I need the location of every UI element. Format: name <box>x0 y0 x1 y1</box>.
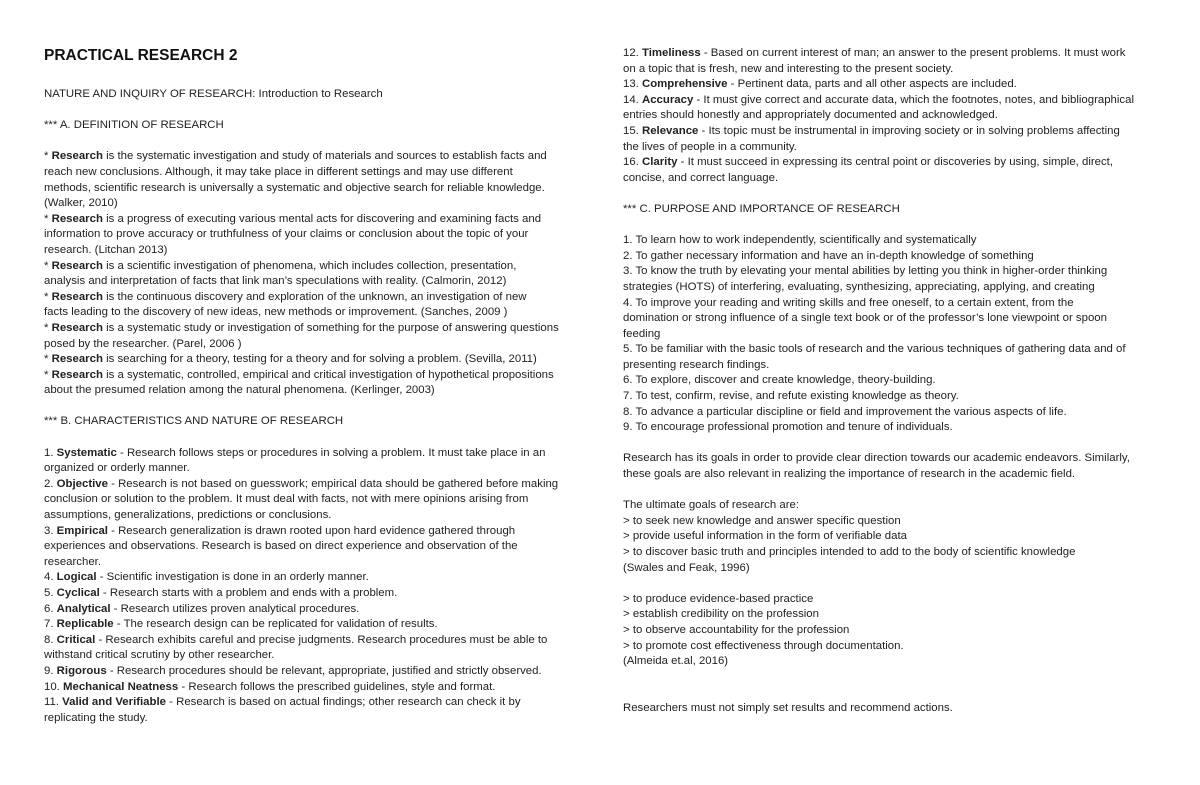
text-line: concise, and correct language. <box>623 171 779 184</box>
text-line: * Research is the continuous discovery and exploration of the unknown, an investigation of new <box>44 290 527 303</box>
definition-item <box>44 352 566 368</box>
term-label: Research <box>51 212 103 225</box>
text-line: strategies (HOTS) of interfering, evaluating, synthesizing, appreciating, applying, and creating <box>623 280 1095 293</box>
purpose-item <box>623 264 1153 295</box>
characteristic-item <box>44 664 566 680</box>
text-line: 4. Logical - Scientific investigation is done in an orderly manner. <box>44 571 369 584</box>
characteristic-item <box>623 124 1153 155</box>
term-label: Valid and Verifiable <box>62 696 166 709</box>
characteristic-item <box>623 77 1153 93</box>
spacer <box>44 399 566 415</box>
text-line: 3. Empirical - Research generalization is drawn rooted upon hard evidence gathered through <box>44 524 516 537</box>
section-a-heading: *** A. DEFINITION OF RESEARCH <box>44 119 224 132</box>
term-label: Accuracy <box>642 93 694 106</box>
text-line: 5. Cyclical - Research starts with a problem and ends with a problem. <box>44 587 398 599</box>
term-label: Logical <box>56 571 97 584</box>
definition-item <box>44 259 566 290</box>
purpose-item <box>623 373 1153 389</box>
term-label: Analytical <box>56 602 111 615</box>
purpose-item <box>623 420 1153 436</box>
document-subtitle: NATURE AND INQUIRY OF RESEARCH: Introduction to Research <box>44 88 383 100</box>
text-line: 11. Valid and Verifiable - Research is based on actual findings; other research can check it by <box>44 696 521 709</box>
definition-item <box>44 212 566 259</box>
characteristic-item <box>44 695 566 726</box>
text-line: about the presumed relation among the natural phenomena. (Kerlinger, 2003) <box>44 384 435 397</box>
text-line: conclusion or solution to the problem. It must deal with facts, not with mere opinions arising from <box>44 493 529 506</box>
text-line: 5. To be familiar with the basic tools of research and the various techniques of gathering data and of <box>623 343 1126 356</box>
text-line: domination or strong influence of a single text book or of the professor’s lone viewpoint or spoon <box>623 312 1107 325</box>
term-label: Relevance <box>642 124 699 137</box>
spacer <box>623 685 1153 701</box>
text-line: reach new conclusions. Although, it may take place in different settings and may use different <box>44 165 513 178</box>
text-line: 9. Rigorous - Research procedures should be relevant, appropriate, justified and strictly observed. <box>44 664 542 677</box>
text-line: entries should honestly and appropriately documented and acknowledged. <box>623 109 998 122</box>
characteristic-item <box>623 46 1153 77</box>
text-line: on a topic that is fresh, new and interesting to the present society. <box>623 62 954 75</box>
text-line: posed by the researcher. (Parel, 2006 ) <box>44 337 242 350</box>
characteristic-item <box>44 524 566 571</box>
goal-item: > establish credibility on the profession <box>623 608 819 621</box>
characteristic-item <box>44 602 566 618</box>
term-label: Timeliness <box>642 47 701 59</box>
goal-item: (Almeida et.al, 2016) <box>623 655 729 668</box>
text-line: 4. To improve your reading and writing skills and free oneself, to a certain extent, from the <box>623 296 1074 309</box>
term-label: Critical <box>56 633 96 646</box>
term-label: Research <box>51 321 103 334</box>
term-label: Comprehensive <box>642 78 728 91</box>
goals-paragraph: these goals are also relevant in realizing the importance of research in the academic field. <box>623 468 1076 481</box>
goal-item: > to discover basic truth and principles intended to add to the body of scientific knowledge <box>623 546 1076 558</box>
goal-item: > to observe accountability for the profession <box>623 623 850 636</box>
spacer <box>623 576 1153 592</box>
purpose-item <box>623 296 1153 343</box>
text-line: (Walker, 2010) <box>44 197 118 210</box>
text-line: * Research is a systematic, controlled, empirical and critical investigation of hypothetical propositions <box>44 368 554 381</box>
purpose-item <box>623 389 1153 405</box>
section-b-heading: *** B. CHARACTERISTICS AND NATURE OF RESEARCH <box>44 415 344 428</box>
spacer <box>623 218 1153 234</box>
text-line: research. (Litchan 2013) <box>44 243 168 256</box>
text-line: * Research is the systematic investigation and study of materials and sources to establish facts and <box>44 150 547 163</box>
characteristic-item <box>623 155 1153 186</box>
right-column <box>623 46 1153 717</box>
text-line: replicating the study. <box>44 711 148 724</box>
text-line: 2. To gather necessary information and have an in-depth knowledge of something <box>623 249 1034 262</box>
term-label: Cyclical <box>56 587 100 599</box>
document-title: PRACTICAL RESEARCH 2 <box>44 47 238 64</box>
term-label: Empirical <box>56 524 108 537</box>
text-line: 1. Systematic - Research follows steps or procedures in solving a problem. It must take place in an <box>44 446 546 459</box>
text-line: 14. Accuracy - It must give correct and accurate data, which the footnotes, notes, and bibliographical <box>623 93 1134 106</box>
spacer <box>44 134 566 150</box>
text-line: 6. To explore, discover and create knowledge, theory-building. <box>623 374 936 387</box>
characteristic-item <box>44 680 566 696</box>
purpose-item <box>623 342 1153 373</box>
spacer <box>623 186 1153 202</box>
text-line: * Research is a scientific investigation of phenomena, which includes collection, presentation, <box>44 259 517 272</box>
spacer <box>623 670 1153 686</box>
goal-item: > to promote cost effectiveness through documentation. <box>623 639 904 652</box>
text-line: analysis and interpretation of facts that link man’s speculations with reality. (Calmorin, 2012) <box>44 275 507 288</box>
goal-item: (Swales and Feak, 1996) <box>623 561 750 574</box>
purpose-item <box>623 249 1153 265</box>
term-label: Objective <box>56 477 108 490</box>
term-label: Systematic <box>56 446 117 459</box>
goals-intro: The ultimate goals of research are: <box>623 499 800 512</box>
text-line: 8. Critical - Research exhibits careful and precise judgments. Research procedures must be able to <box>44 633 548 646</box>
goal-item: > to produce evidence-based practice <box>623 592 814 605</box>
characteristic-item <box>44 617 566 633</box>
definition-item <box>44 321 566 352</box>
text-line: methods, scientific research is universally a systematic and objective search for reliable knowledge. <box>44 181 545 194</box>
definition-item <box>44 368 566 399</box>
text-line: facts leading to the discovery of new ideas, new methods or improvement. (Sanches, 2009 ) <box>44 306 508 319</box>
closing-statement: Researchers must not simply set results and recommend actions. <box>623 701 953 714</box>
term-label: Research <box>51 353 103 366</box>
term-label: Mechanical Neatness <box>63 680 179 693</box>
term-label: Research <box>51 290 103 303</box>
text-line: 2. Objective - Research is not based on guesswork; empirical data should be gathered before making <box>44 477 559 490</box>
definition-item <box>44 149 566 211</box>
text-line: 15. Relevance - Its topic must be instrumental in improving society or in solving problems affecting <box>623 124 1120 137</box>
text-line: 6. Analytical - Research utilizes proven analytical procedures. <box>44 602 360 615</box>
text-line: * Research is a progress of executing various mental acts for discovering and examining facts and <box>44 212 542 225</box>
term-label: Replicable <box>56 618 114 631</box>
text-line: * Research is a systematic study or investigation of something for the purpose of answering questions <box>44 321 559 334</box>
purpose-item <box>623 405 1153 421</box>
term-label: Research <box>51 150 103 163</box>
text-line: 1. To learn how to work independently, scientifically and systematically <box>623 234 977 247</box>
section-c-heading: *** C. PURPOSE AND IMPORTANCE OF RESEARCH <box>623 202 900 215</box>
term-label: Clarity <box>642 156 678 169</box>
spacer <box>44 430 566 446</box>
text-line: 8. To advance a particular discipline or field and improvement the various aspects of life. <box>623 405 1067 418</box>
characteristic-item <box>44 446 566 477</box>
purpose-item <box>623 233 1153 249</box>
definition-item <box>44 290 566 321</box>
goal-item: > provide useful information in the form of verifiable data <box>623 530 907 543</box>
text-line: 3. To know the truth by elevating your mental abilities by letting you think in higher-order thinking <box>623 265 1108 278</box>
left-column <box>44 87 566 726</box>
text-line: withstand critical scrutiny by other researcher. <box>44 649 275 662</box>
term-label: Research <box>51 259 103 272</box>
characteristic-item <box>44 586 566 602</box>
goals-paragraph: Research has its goals in order to provide clear direction towards our academic endeavors. Similarly, <box>623 452 1130 465</box>
text-line: presenting research findings. <box>623 358 770 371</box>
term-label: Research <box>51 368 103 381</box>
text-line: 16. Clarity - It must succeed in expressing its central point or discoveries by using, simple, direct, <box>623 156 1114 169</box>
text-line: * Research is searching for a theory, testing for a theory and for solving a problem. (Sevilla, 2011) <box>44 353 537 366</box>
text-line: experiences and observations. Research is based on direct experience and observation of the <box>44 540 518 553</box>
text-line: 7. To test, confirm, revise, and refute existing knowledge as theory. <box>623 390 959 403</box>
characteristic-item <box>44 570 566 586</box>
text-line: information to prove accuracy or truthfulness of your claims or conclusion about the topic of your <box>44 228 529 241</box>
text-line: the lives of people in a community. <box>623 140 797 153</box>
characteristic-item <box>623 93 1153 124</box>
text-line: researcher. <box>44 555 101 568</box>
characteristic-item <box>44 477 566 524</box>
goal-item: > to seek new knowledge and answer specific question <box>623 514 901 527</box>
spacer <box>623 483 1153 499</box>
text-line: 7. Replicable - The research design can be replicated for validation of results. <box>44 618 438 631</box>
text-line: 13. Comprehensive - Pertinent data, parts and all other aspects are included. <box>623 78 1017 91</box>
term-label: Rigorous <box>56 664 107 677</box>
spacer <box>623 436 1153 452</box>
text-line: 10. Mechanical Neatness - Research follows the prescribed guidelines, style and format. <box>44 680 496 693</box>
characteristic-item <box>44 633 566 664</box>
text-line: feeding <box>623 327 661 340</box>
text-line: 9. To encourage professional promotion and tenure of individuals. <box>623 421 953 434</box>
text-line: organized or orderly manner. <box>44 462 190 475</box>
text-line: 12. Timeliness - Based on current interest of man; an answer to the present problems. It must work <box>623 47 1126 59</box>
spacer <box>44 103 566 119</box>
text-line: assumptions, generalizations, predictions or conclusions. <box>44 509 332 522</box>
